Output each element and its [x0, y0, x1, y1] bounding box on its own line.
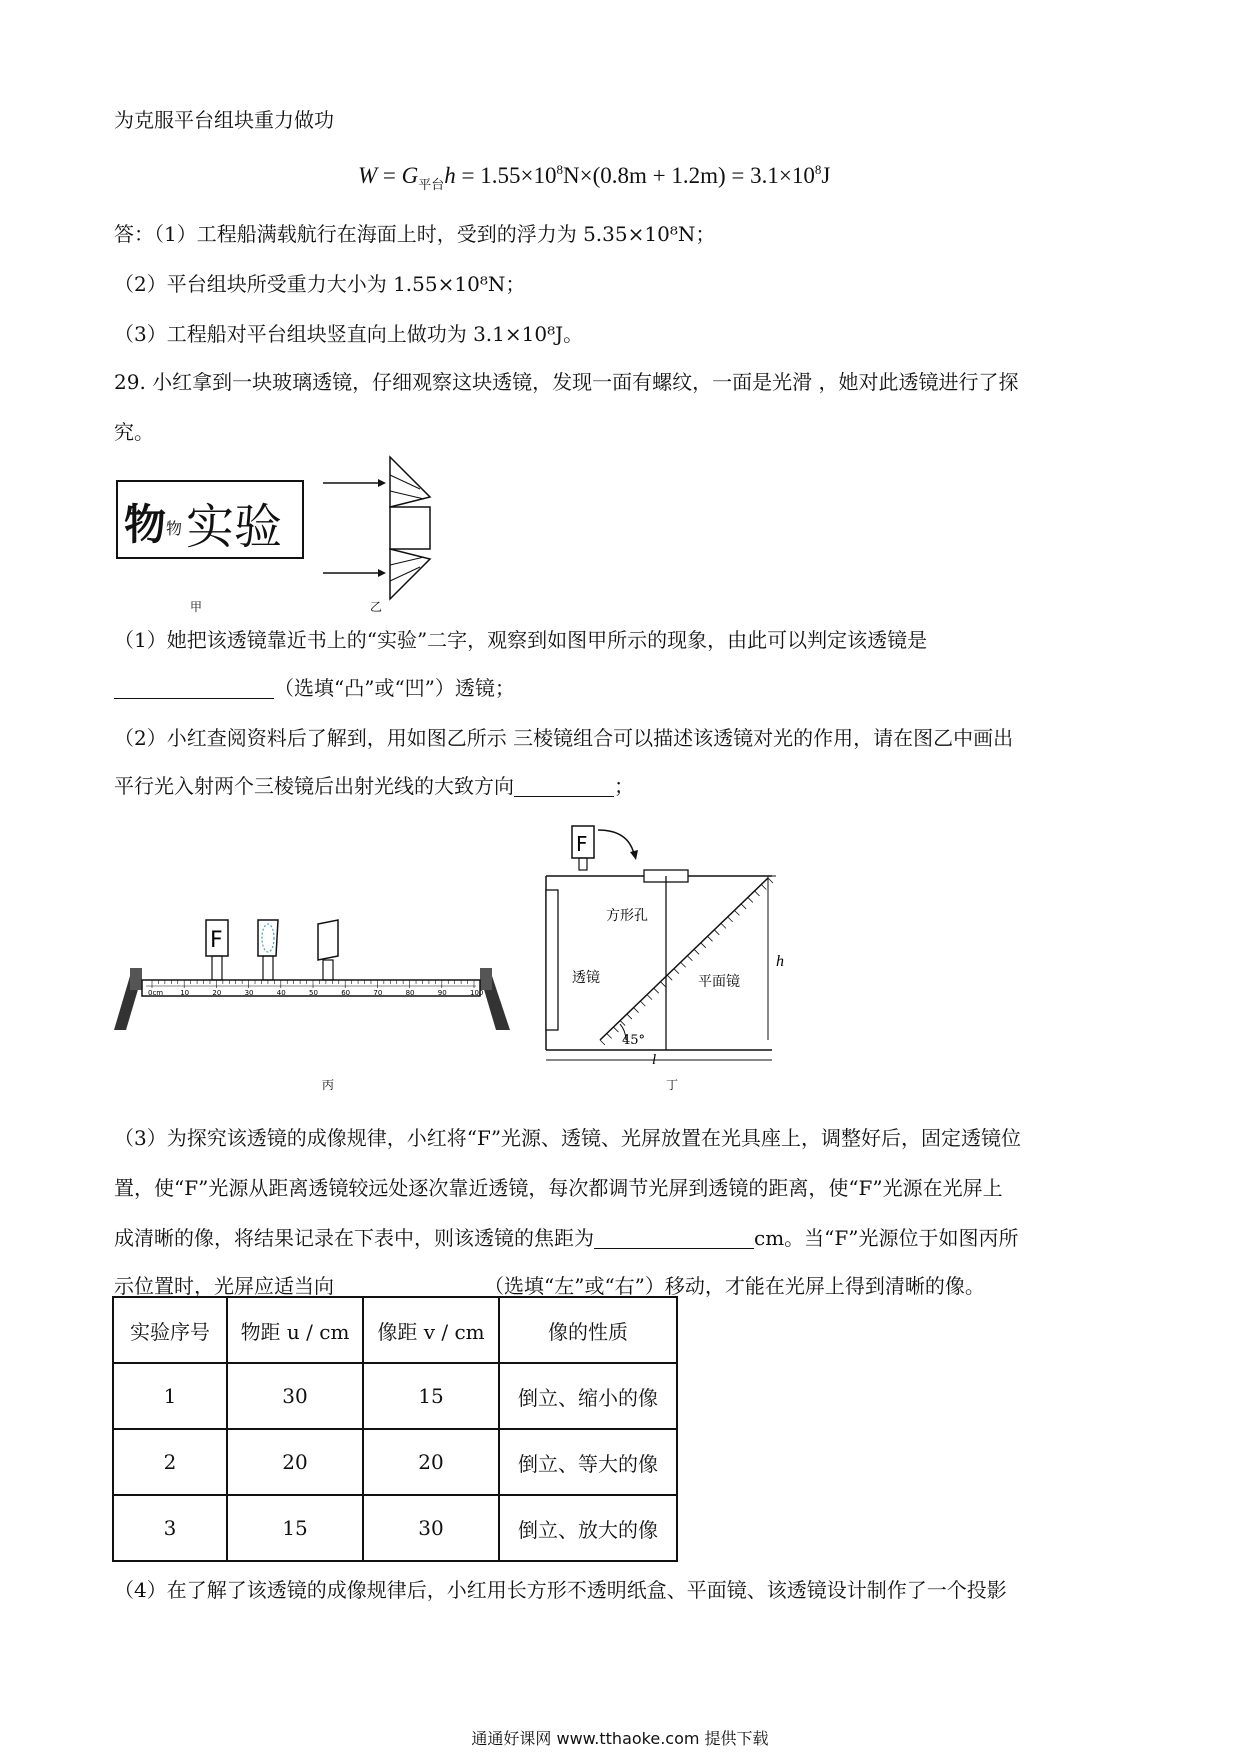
answer-blank-1[interactable]: [114, 678, 274, 699]
mirror-hatch-mark: [627, 1014, 632, 1019]
part-4-line1: （4）在了解了该透镜的成像规律后，小红用长方形不透明纸盒、平面镜、该透镜设计制作了一个投影: [114, 1578, 1007, 1602]
figure-jia-caption: 甲: [190, 600, 203, 614]
part-1-line2: [114, 676, 515, 700]
table-header-cell: 物距 u / cm: [227, 1297, 363, 1363]
answer-blank-2[interactable]: [514, 776, 614, 797]
formula-eq: =: [377, 163, 402, 188]
ruler-tick-label: 0cm: [148, 989, 164, 997]
f-holder: [212, 956, 222, 980]
page-footer: 通通好课网 www.tthaoke.com 提供下载: [471, 1729, 769, 1748]
figure-yi-prisms: [320, 455, 440, 605]
book-text-shiyan: 实验: [186, 499, 283, 555]
mirror-hatch-mark: [714, 930, 719, 935]
table-header-cell: 实验序号: [113, 1297, 227, 1363]
table-cell: 15: [363, 1363, 499, 1429]
table-cell: 3: [113, 1495, 227, 1561]
bench-stop-left: [130, 968, 142, 990]
ruler-tick-label: 50: [309, 989, 318, 997]
label-lens: 透镜: [572, 970, 600, 986]
ruler-tick-label: 100: [470, 989, 484, 997]
label-square-hole: 方形孔: [606, 908, 648, 924]
mirror-hatch-mark: [734, 910, 739, 915]
arrow-head-icon: [378, 569, 386, 577]
table-cell: 20: [363, 1429, 499, 1495]
prism-top-hatch: [390, 491, 424, 499]
ruler-tick-label: 40: [276, 989, 286, 997]
table-cell: 30: [227, 1363, 363, 1429]
ruler-tick-label: 20: [212, 989, 222, 997]
table-cell: 倒立、放大的像: [499, 1495, 677, 1561]
bench-stop-right: [480, 968, 492, 990]
formula-expr2: N×(0.8m + 1.2m) = 3.1×10: [563, 163, 815, 188]
ruler-tick-label: 30: [244, 989, 254, 997]
table-cell: 15: [227, 1495, 363, 1561]
answer-blank-4[interactable]: [334, 1276, 484, 1297]
mirror-hatch-mark: [721, 923, 726, 928]
part-3-line2: 置，使“F”光源从距离透镜较远处逐次靠近透镜，每次都调节光屏到透镜的距离，使“F”光源在光屏上: [114, 1176, 1003, 1200]
figure-ding-caption: 丁: [666, 1078, 679, 1092]
part-1-line1: （1）她把该透镜靠近书上的“实验”二字，观察到如图甲所示的现象，由此可以判定该透镜是: [114, 628, 928, 652]
table-cell: 2: [113, 1429, 227, 1495]
h-label: h: [776, 953, 784, 970]
prism-bottom-hatch: [390, 557, 424, 565]
part-3-line4-text: 示位置时，光屏应适当向: [114, 1274, 334, 1298]
ruler-tick-label: 10: [180, 989, 190, 997]
table-cell: 倒立、缩小的像: [499, 1363, 677, 1429]
table-cell: 20: [227, 1429, 363, 1495]
formula-g: G: [401, 163, 419, 188]
table-row: [113, 1495, 677, 1561]
table-header-row: [113, 1297, 677, 1363]
prism-middle-block: [390, 507, 430, 549]
part-3-line4: [114, 1274, 985, 1298]
ruler-tick-label: 70: [373, 989, 383, 997]
mirror-hatch-mark: [640, 1001, 645, 1006]
light-screen: [318, 920, 338, 960]
table-cell: 30: [363, 1495, 499, 1561]
curved-arrow: [598, 830, 634, 854]
plane-mirror: [600, 878, 768, 1040]
mirror-hatch-mark: [607, 1034, 612, 1039]
figure-yi-caption: 乙: [370, 600, 383, 614]
mirror-hatch-mark: [741, 904, 746, 909]
mirror-hatch-mark: [660, 982, 665, 987]
formula-expr1: = 1.55×10: [455, 163, 557, 188]
lens-stand: [263, 956, 273, 980]
part-3-line3-end: cm。当“F”光源位于如图丙所: [754, 1226, 1019, 1250]
question-29-line2: 究。: [114, 420, 154, 444]
mirror-hatch-mark: [654, 988, 659, 993]
table-cell: 倒立、等大的像: [499, 1429, 677, 1495]
figure-jia-book-box: [116, 480, 304, 559]
angle-label: 45°: [622, 1033, 646, 1048]
table-row: [113, 1363, 677, 1429]
mirror-hatch-mark: [674, 969, 679, 974]
table-header-cell: 像距 v / cm: [363, 1297, 499, 1363]
lens-holder: [258, 920, 278, 956]
book-char-wu: 物: [124, 500, 167, 549]
mirror-hatch-mark: [701, 943, 706, 948]
part-3-line4-end: （选填“左”或“右”）移动，才能在光屏上得到清晰的像。: [484, 1274, 985, 1298]
question-29-line1: 29. 小红拿到一块玻璃透镜，仔细观察这块透镜，发现一面有螺纹，一面是光滑 ，她对此透镜进行了探: [114, 370, 1019, 394]
formula-h: h: [444, 163, 456, 188]
answer-3: （3）工程船对平台组块竖直向上做功为 3.1×10⁸J。: [114, 322, 584, 346]
l-label: l: [652, 1052, 657, 1066]
mirror-hatch-mark: [708, 936, 713, 941]
mirror-hatch-mark: [687, 956, 692, 961]
table-cell: 1: [113, 1363, 227, 1429]
formula-w: W: [358, 163, 378, 188]
mirror-hatch-mark: [694, 949, 699, 954]
formula-g-sub: 平台: [418, 178, 445, 193]
figure-ding-projector: [536, 818, 796, 1066]
f-holder-ding: [579, 858, 587, 870]
answer-2: （2）平台组块所受重力大小为 1.55×10⁸N；: [114, 272, 526, 296]
experiment-table: [112, 1296, 678, 1562]
prism-bottom: [390, 549, 430, 599]
arrow-head-icon: [378, 479, 386, 487]
part-2-line1: （2）小红查阅资料后了解到，用如图乙所示 三棱镜组合可以描述该透镜对光的作用，请在图乙中画出: [114, 726, 1014, 750]
figure-bing-caption: 丙: [322, 1078, 335, 1092]
ruler-tick-label: 60: [341, 989, 351, 997]
mirror-hatch-mark: [613, 1027, 618, 1032]
part-1-line2-text: （选填“凸”或“凹”）透镜；: [274, 676, 515, 700]
ruler-tick-label: 80: [405, 989, 415, 997]
mirror-hatch-mark: [600, 1040, 605, 1045]
formula-exp2: 8: [814, 162, 822, 177]
f-label: F: [210, 928, 223, 953]
screen-stand: [323, 960, 333, 980]
ruler-tick-label: 90: [437, 989, 447, 997]
mirror-hatch-mark: [768, 878, 773, 883]
part-3-line1: （3）为探究该透镜的成像规律，小红将“F”光源、透镜、光屏放置在光具座上，调整好后，固定透镜位: [114, 1126, 1022, 1150]
mirror-hatch-mark: [634, 1008, 639, 1013]
answer-intro: 答：（1）工程船满载航行在海面上时，受到的浮力为 5.35×10⁸N；: [114, 222, 716, 246]
formula-exp1: 8: [556, 162, 563, 177]
label-plane-mirror: 平面镜: [698, 974, 740, 990]
part-3-line3-text: 成清晰的像，将结果记录在下表中，则该透镜的焦距为: [114, 1226, 594, 1250]
formula-unit: J: [821, 163, 831, 188]
mirror-hatch-mark: [647, 995, 652, 1000]
mirror-hatch-mark: [761, 884, 766, 889]
mirror-hatch-mark: [681, 962, 686, 967]
mirror-hatch-mark: [728, 917, 733, 922]
mirror-hatch-mark: [748, 897, 753, 902]
table-header-cell: 像的性质: [499, 1297, 677, 1363]
work-formula: [358, 162, 830, 193]
part-2-line2: [114, 774, 634, 798]
mirror-hatch: [600, 878, 773, 1045]
part-3-line3: [114, 1226, 1019, 1250]
table-row: [113, 1429, 677, 1495]
answer-blank-3[interactable]: [594, 1228, 754, 1249]
f-label-ding: F: [576, 832, 588, 856]
book-char-wu-small: 物: [166, 519, 183, 538]
mirror-hatch-mark: [667, 975, 672, 980]
prism-top: [390, 457, 430, 507]
line-work-intro: 为克服平台组块重力做功: [114, 108, 334, 132]
figure-bing-optical-bench: [112, 900, 512, 1030]
arrow-head-icon: [630, 850, 638, 860]
part-2-line2-end: ；: [614, 774, 634, 798]
part-2-line2-text: 平行光入射两个三棱镜后出射光线的大致方向: [114, 774, 514, 798]
mirror-hatch-mark: [755, 891, 760, 896]
lens-plate: [546, 890, 558, 1030]
